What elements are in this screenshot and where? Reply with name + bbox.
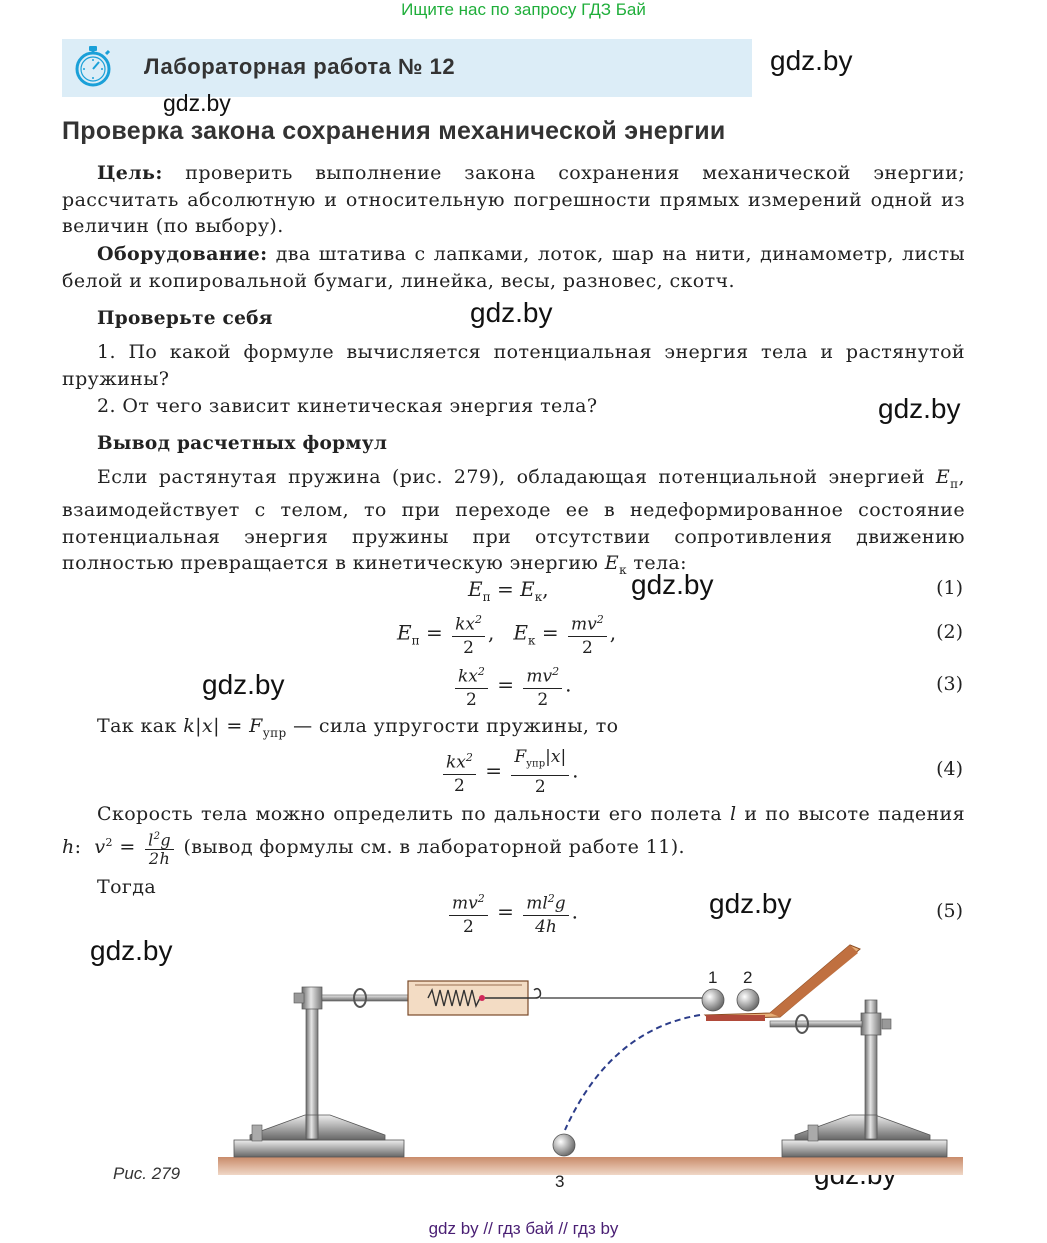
subscript-p: п [950, 476, 959, 491]
equation-4: $\frac{kx^2}{2}$ = $\frac{F_{упр}|x|}{2}$ . [440, 746, 579, 798]
equipment-text: два штатива с лапками, лоток, шар на нити, динамометр, листы белой и копировальной бумаги, линейка, весы, разновес, скотч. [62, 243, 965, 292]
left-stand [234, 987, 412, 1157]
ball-3 [553, 1134, 575, 1156]
watermark: gdz.by [878, 393, 961, 424]
then-text: Тогда [97, 876, 157, 898]
watermark: gdz.by [90, 935, 173, 966]
equation-5: $\frac{mv^2}{2}$ = $\frac{ml^2g}{4h}$ . [446, 888, 578, 938]
watermark: gdz.by [163, 90, 231, 116]
derivation-text-c: тела: [626, 552, 687, 575]
equation-4-number: (4) [936, 758, 963, 780]
equation-5-number: (5) [936, 900, 963, 922]
symbol-l: l [730, 803, 737, 825]
speed-text-c: (вывод формулы см. в лабораторной работе 11). [177, 835, 685, 858]
goal-text: проверить выполнение закона сохранения механической энергии; рассчитать абсолютную и относительную погрешности прямых измерений одной из величин (по выбору). [62, 162, 965, 237]
since-text-b: — сила упругости пружины, то [286, 715, 619, 737]
right-stand [770, 1000, 947, 1157]
watermark: gdz.by [709, 888, 792, 919]
symbol-h: h [62, 835, 75, 858]
trajectory [565, 1015, 700, 1130]
equation-2: $E_п$ = $\frac{kx^2}{2}$ , $E_к$ = $\frac{mv^2}{2}$ , [397, 609, 616, 659]
watermark: gdz.by [202, 669, 285, 700]
stopwatch-icon [72, 43, 114, 89]
speed-text-a: Скорость тела можно определить по дальности его полета [97, 803, 730, 825]
equipment-label: Оборудование: [97, 243, 268, 265]
goal-paragraph [62, 160, 965, 240]
subscript-upr: упр [262, 725, 287, 740]
speed-text-b: и по высоте падения [736, 803, 965, 825]
question-1-text: 1. По какой формуле вычисляется потенциальная энергия тела и растянутой пружины? [62, 341, 965, 390]
symbol-E: E [935, 466, 951, 488]
section-title: Проверка закона сохранения механической энергии [62, 117, 726, 145]
watermark: gdz.by [770, 45, 853, 76]
derivation-heading: Вывод расчетных формул [97, 433, 388, 454]
label-2: 2 [743, 968, 753, 987]
question-2-text: 2. От чего зависит кинетическая энергия тела? [97, 395, 598, 417]
equation-3-number: (3) [936, 673, 963, 695]
figure-279 [210, 935, 970, 1191]
question-2 [62, 393, 965, 420]
label-3: 3 [555, 1172, 565, 1191]
label-1: 1 [708, 968, 718, 987]
footer-links[interactable]: gdz by // гдз бай // гдз by [428, 1219, 619, 1238]
chute [705, 945, 860, 1021]
equation-1: $E_п = E_к$, [468, 577, 549, 604]
derivation-text-b: , взаимодействует с телом, то при переходе ее в недеформированное состояние потенциальная энергия пружины при отсутствии сопротивления движению полностью превращается в кинетическую энергию [62, 466, 965, 575]
ball-1 [702, 989, 724, 1011]
derivation-text-a: Если растянутая пружина (рис. 279), обладающая потенциальной энергией [97, 466, 936, 488]
dynamometer [408, 981, 540, 1015]
figure-caption: Рис. 279 [113, 1164, 181, 1183]
since-text-a: Так как [97, 715, 184, 737]
equation-3: $\frac{kx^2}{2}$ = $\frac{mv^2}{2}$ . [452, 661, 571, 711]
derivation-paragraph [62, 464, 965, 584]
ball-2 [737, 989, 759, 1011]
lab-title: Лабораторная работа № 12 [144, 54, 456, 79]
since-paragraph: Так как $k|x| = F_{упр}$ — сила упругости пружины, то [97, 715, 619, 740]
check-heading: Проверьте себя [97, 308, 273, 329]
subscript-k: к [619, 563, 627, 578]
speed-paragraph: Скорость тела можно определить по дальности его полета l и по высоте падения h: $v^2$ = $\frac{l^2g}{2h}$ (вывод формулы см. в лабораторной работе 11). [62, 803, 965, 868]
equation-1-number: (1) [936, 577, 963, 599]
symbol-E: E [604, 552, 620, 575]
goal-label: Цель: [97, 162, 163, 184]
table-surface [218, 1157, 963, 1175]
equation-2-number: (2) [936, 621, 963, 643]
search-hint-link[interactable]: Ищите нас по запросу ГДЗ Бай [401, 0, 646, 19]
question-1 [62, 339, 965, 392]
equipment-paragraph [62, 241, 965, 294]
watermark: gdz.by [631, 569, 714, 600]
watermark: gdz.by [470, 297, 553, 328]
